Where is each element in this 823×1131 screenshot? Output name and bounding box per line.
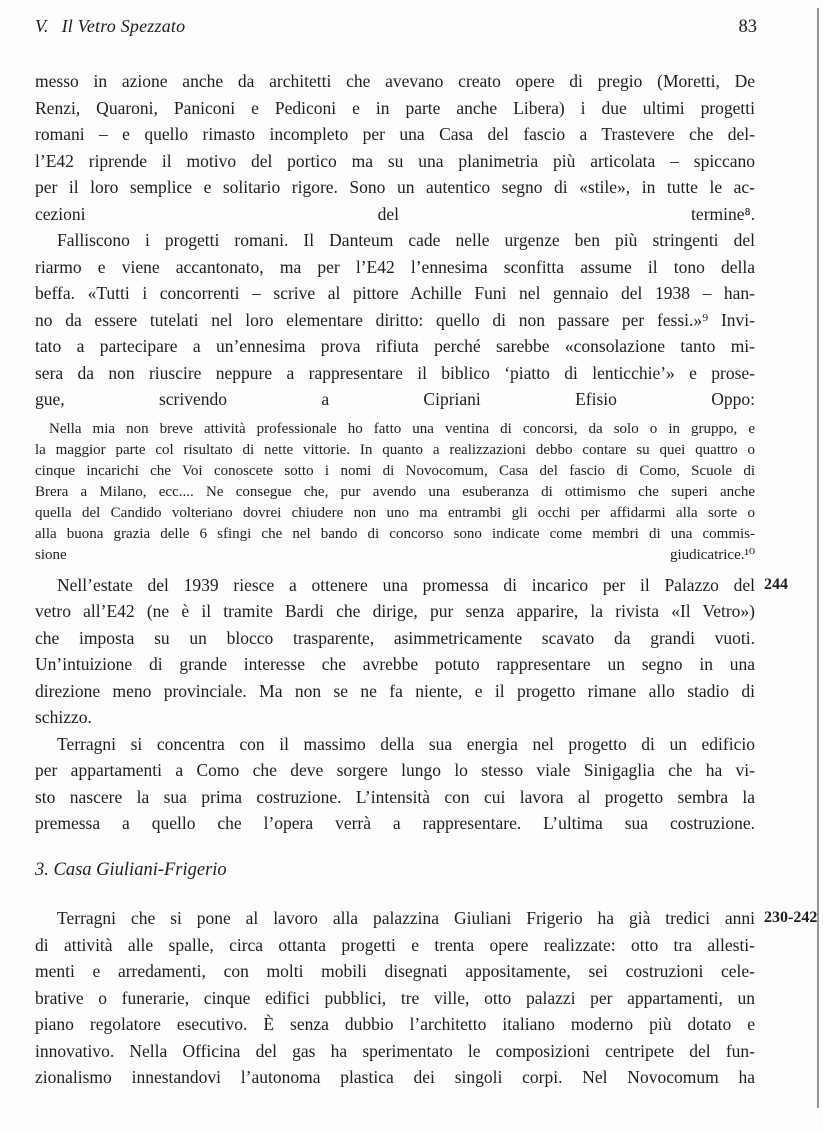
text-line: schizzo. [35, 707, 92, 727]
page-header [35, 16, 757, 38]
paragraph [35, 905, 818, 1091]
text-line: Nella mia non breve attività professionale ho fatto una ventina di concorsi, da solo o in gruppo, e [49, 420, 755, 437]
text-line: che imposta su un blocco trasparente, asimmetricamente scavato da grandi vuoti. [35, 627, 755, 648]
text-line: vetro all’E42 (ne è il tramite Bardi che dirige, pur senza apparire, la rivista «Il Vetro») [35, 601, 755, 621]
text-line: zionalismo innestandovi l’autonoma plastica dei singoli corpi. Nel Novocomum ha [35, 1067, 755, 1087]
text-line: Nell’estate del 1939 riesce a ottenere una promessa di incarico per il Palazzo del [57, 574, 755, 595]
text-line: sione giudicatrice.¹⁰ [35, 546, 755, 563]
text-line: direzione meno provinciale. Ma non se ne fa niente, e il progetto rimane allo stadio di [35, 680, 755, 701]
text-line: beffa. «Tutti i concorrenti – scrive al pittore Achille Funi nel gennaio del 1938 – han- [35, 283, 755, 303]
section-heading: 3. Casa Giuliani-Frigerio [35, 859, 227, 880]
text-line: Falliscono i progetti romani. Il Danteum cade nelle urgenze ben più stringenti del [57, 230, 755, 250]
text-line: premessa a quello che l’opera verrà a rappresentare. L’ultima sua costruzione. [35, 813, 755, 833]
margin-reference-number: 230-242 [764, 909, 818, 926]
paragraph [35, 68, 755, 227]
text-line: Brera a Milano, ecc.... Ne consegue che, pur avendo una esuberanza di ottimismo che superi anche [35, 483, 755, 500]
page-number: 83 [738, 17, 757, 37]
text-line: tato a partecipare a un’ennesima prova rifiuta perché sarebbe «consolazione tanto mi- [35, 336, 755, 356]
chapter-number: V. [35, 16, 49, 36]
text-line: quella del Candido volteriano dovrei chiudere non uno ma entrambi gli occhi per affidarmi alla sorte o [35, 504, 755, 521]
text-line: innovativo. Nella Officina del gas ha sperimentato le composizioni centripete del fun- [35, 1040, 755, 1061]
chapter-title: Il Vetro Spezzato [61, 16, 186, 36]
text-line: cinque incarichi che Voi conoscete sotto i nomi di Novocomum, Casa del fascio di Como, Scuole di [35, 462, 755, 479]
running-title [35, 16, 185, 37]
text-line: messo in azione anche da architetti che avevano creato opere di pregio (Moretti, De [35, 71, 755, 91]
text-line: Terragni si concentra con il massimo della sua energia nel progetto di un edificio [57, 733, 755, 754]
margin-reference-number: 244 [764, 575, 788, 593]
text-line: l’E42 riprende il motivo del portico ma su una planimetria più articolata – spiccano [35, 150, 755, 171]
paragraph [35, 227, 755, 413]
text-line: brative o funerarie, cinque edifici pubblici, tre ville, otto palazzi per appartamenti, un [35, 987, 755, 1008]
text-line: romani – e quello rimasto incompleto per una Casa del fascio a Trastevere che del- [35, 124, 755, 144]
text-line: per appartamenti a Como che deve sorgere lungo lo stesso viale Sinigaglia che ha vi- [35, 760, 755, 780]
text-line: di attività alle spalle, circa ottanta progetti e trenta opere realizzate: otto tra allesti- [35, 934, 755, 955]
text-line: alla buona grazia delle 6 sfingi che nel bando di concorso sono indicate come membri di una commis- [35, 525, 755, 542]
text-line: menti e arredamenti, con molti mobili disegnati appositamente, sei costruzioni cele- [35, 961, 755, 981]
text-line: sera da non riuscire neppure a rappresentare il biblico ‘piatto di lenticchie’» e prose- [35, 362, 755, 383]
text-line: piano regolatore esecutivo. È senza dubbio l’architetto italiano moderno più dotato e [35, 1014, 755, 1034]
scan-edge-line [817, 8, 819, 1108]
block-quote [35, 419, 755, 566]
text-line: Un’intuizione di grande interesse che avrebbe potuto rappresentare un segno in una [35, 654, 755, 674]
text-line: per il loro semplice e solitario rigore. Sono un autentico segno di «stile», in tutte le ac- [35, 177, 755, 197]
paragraph [35, 731, 755, 837]
page-body [35, 68, 818, 1091]
text-line: riarmo e viene accantonato, ma per l’E42 l’ennesima sconfitta assume il tono della [35, 256, 755, 277]
text-line: no da essere tutelati nel loro elementare diritto: quello di non passare per fessi.»⁹ Invi- [35, 309, 755, 330]
text-line: cezioni del termine⁸. [35, 203, 755, 224]
text-line: la maggior parte col risultato di nette vittorie. In quanto a realizzazioni debbo contare su quei quattro o [35, 441, 755, 458]
text-line: sto nascere la sua prima costruzione. L’intensità con cui lavora al progetto sembra la [35, 786, 755, 807]
text-line: Terragni che si pone al lavoro alla palazzina Giuliani Frigerio ha già tredici anni [57, 908, 755, 928]
paragraph [35, 572, 788, 731]
text-line: Renzi, Quaroni, Paniconi e Pediconi e in parte anche Libera) i due ultimi progetti [35, 97, 755, 118]
text-line: gue, scrivendo a Cipriani Efisio Oppo: [35, 389, 755, 409]
